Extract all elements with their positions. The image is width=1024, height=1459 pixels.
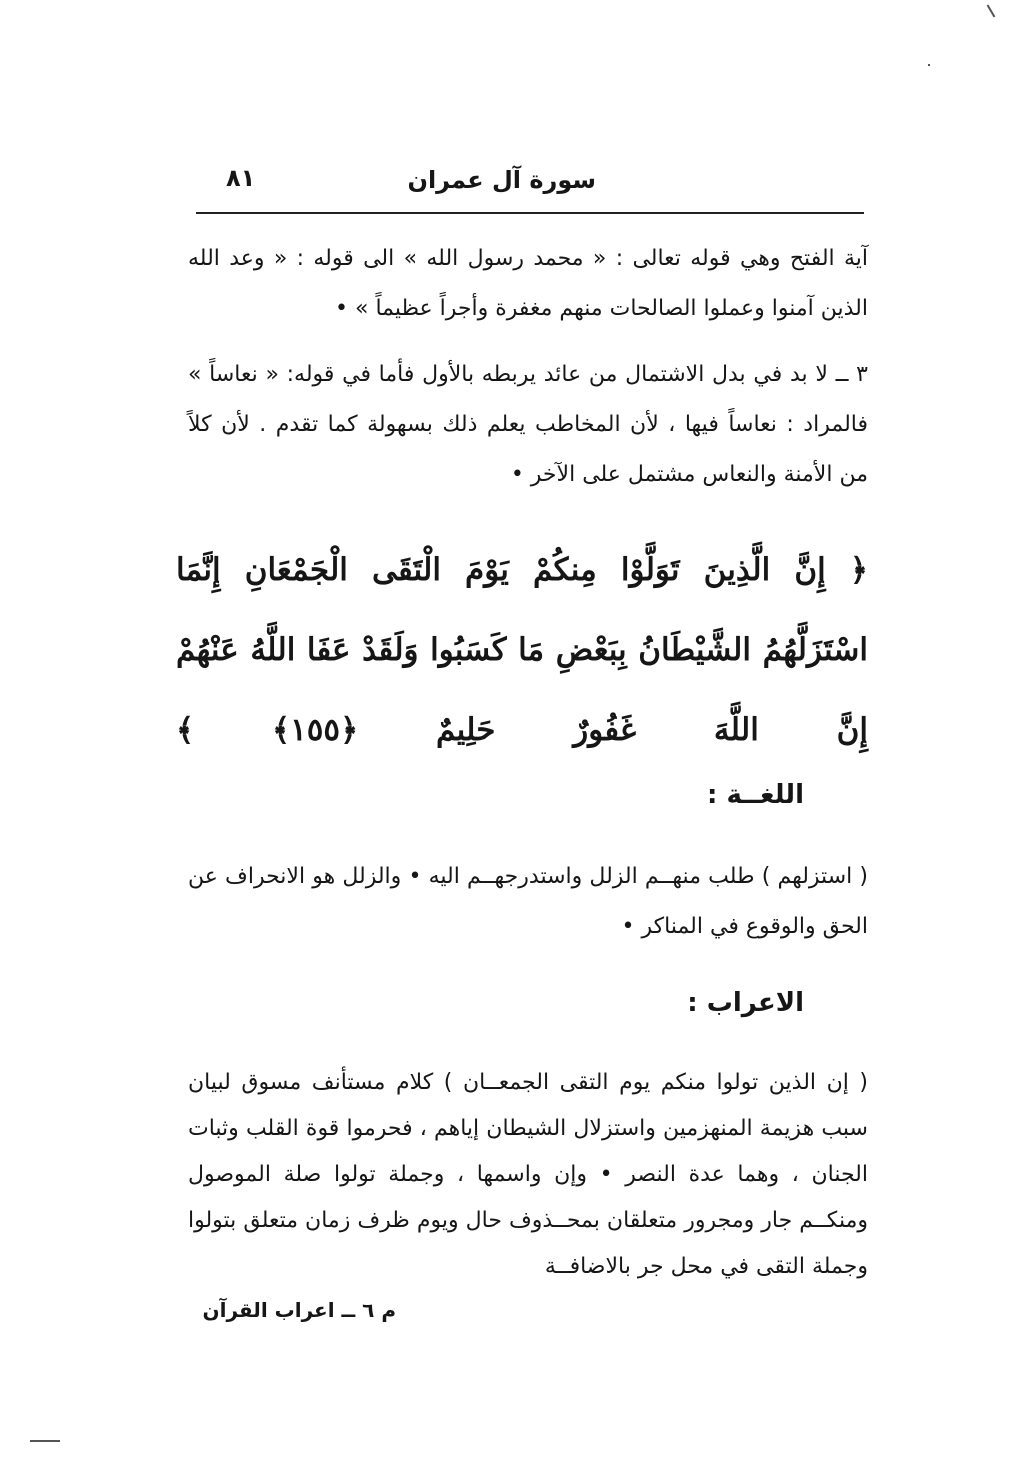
footnote-paragraph-2: ٣ ــ لا بد في بدل الاشتمال من عائد يربطه بالأول فأما في قوله: « نعاساً » فالمراد : نعاساً فيها ، لأن المخاطب يعلم ذلك بسهولة كما تقدم . لأن كلاً من الأمنة والنعاس مشتمل على الآخر • [188,362,868,487]
scan-speck [30,1440,60,1442]
section-heading-language: اللغــة : [707,780,804,810]
scan-speck [928,64,930,66]
section-heading-grammar: الاعراب : [687,988,804,1018]
grammar-paragraph: ( إن الذين تولوا منكم يوم التقى الجمعــان ) كلام مستأنف مسوق لبيان سبب هزيمة المنهزمين واستزلال الشيطان إياهم ، فحرموا قوة القلب وثبات الجنان ، وهما عدة النصر • وإن واسمها ، وجملة تولوا صلة الموصول ومنكــم جار ومجرور متعلقان بمحــذوف حال ويوم ظرف زمان متعلق بتولوا وجملة التقى في محل جر بالاضافــة [188,1070,868,1279]
quran-verse: ﴿ إِنَّ الَّذِينَ تَوَلَّوْا مِنكُمْ يَوْمَ الْتَقَى الْجَمْعَانِ إِنَّمَا اسْتَزَلَّهُمُ الشَّيْطَانُ بِبَعْضِ مَا كَسَبُوا وَلَقَدْ عَفَا اللَّهُ عَنْهُمْ إِنَّ اللَّهَ غَفُورٌ حَلِيمٌ ﴿١٥٥﴾ ﴾ [176,552,868,748]
page-signature: م ٦ ــ اعراب القرآن [202,1298,396,1322]
footnote-paragraph-1: آية الفتح وهي قوله تعالى : « محمد رسول الله » الى قوله : « وعد الله الذين آمنوا وعملوا الصالحات منهم مغفرة وأجراً عظيماً » • [188,246,868,321]
header-divider [196,212,864,214]
scan-speck [987,4,996,17]
language-paragraph: ( استزلهم ) طلب منهــم الزلل واستدرجهــم اليه • والزلل هو الانحراف عن الحق والوقوع في المناكر • [188,864,868,939]
page-header [196,160,864,204]
page-number: ٨١ [226,164,256,192]
page-title: سورة آل عمران [407,166,596,194]
